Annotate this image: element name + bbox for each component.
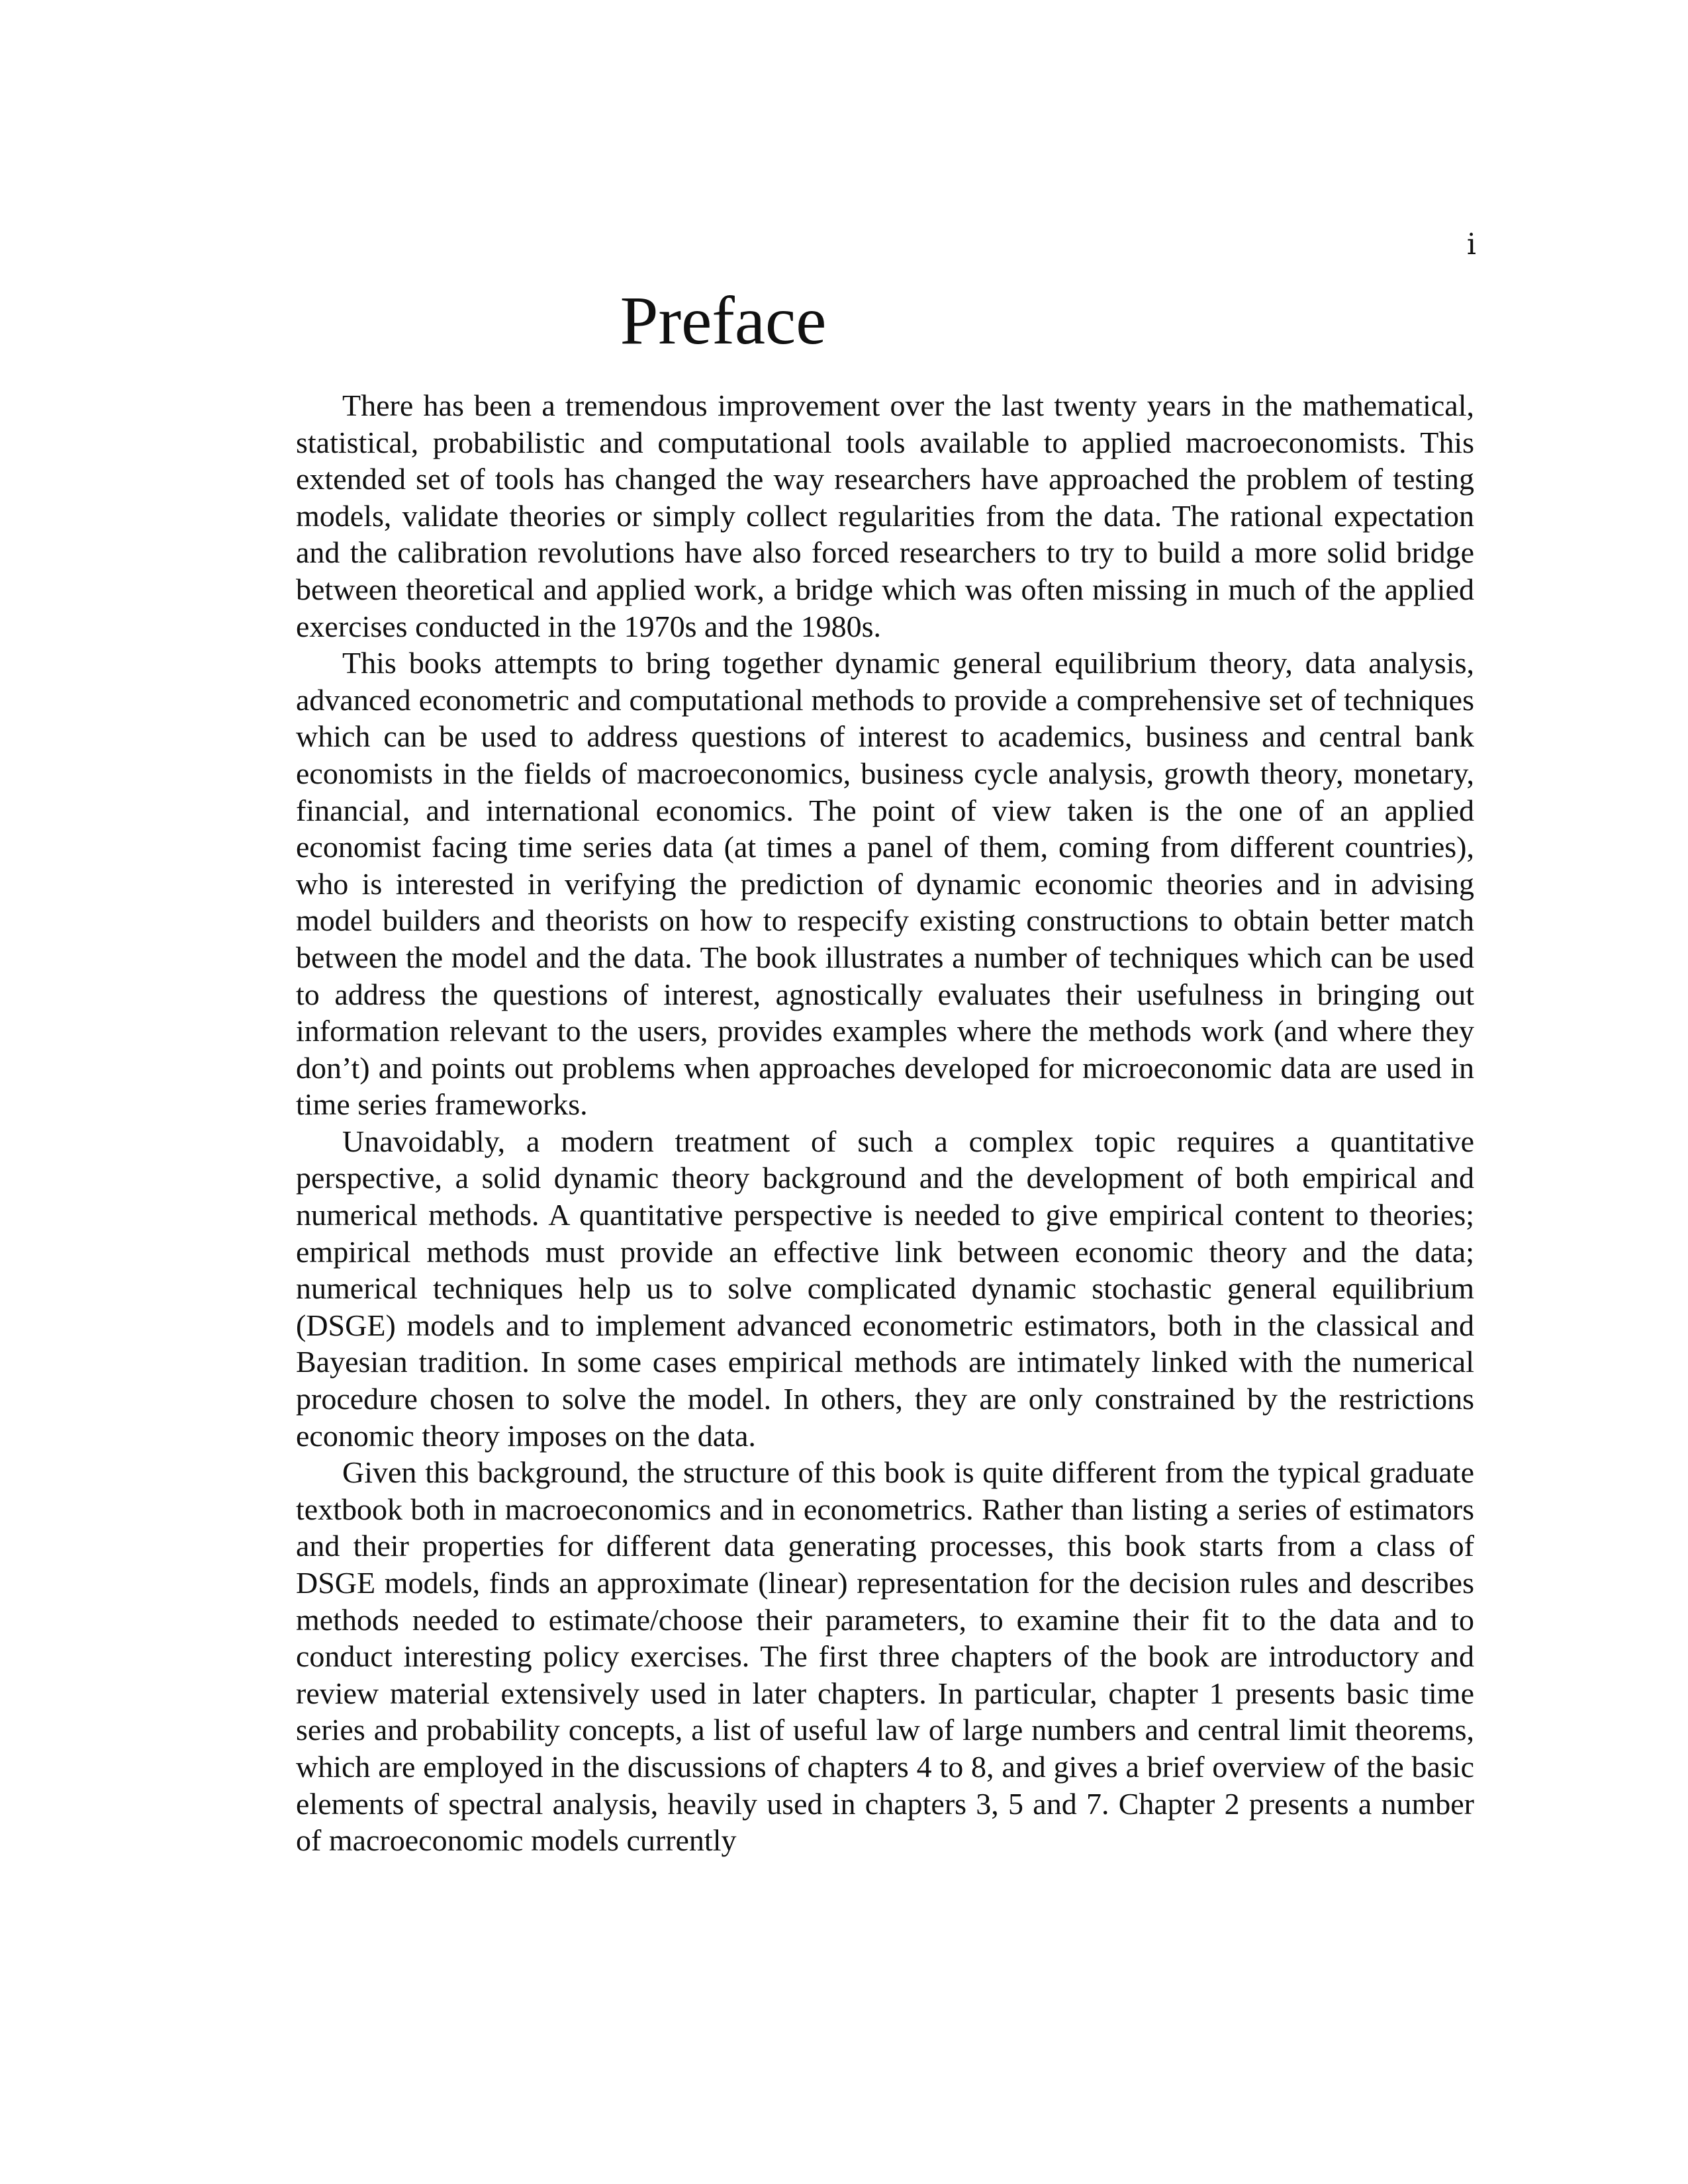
paragraph-4: Given this background, the structure of this book is quite different from the typical graduate textbook both in macroeconomics and in econometrics. Rather than listing a series of estimators and their properties for different data generating processes, this book starts from a class of DSGE models, finds an approximate (linear) representation for the decision rules and describes methods needed to estimate/choose their parameters, to examine their fit to the data and to conduct interesting policy exercises. The first three chapters of the book are introductory and review material extensively used in later chapters. In particular, chapter 1 presents basic time series and probability concepts, a list of useful law of large numbers and central limit theorems, which are employed in the discussions of chapters 4 to 8, and gives a brief overview of the basic elements of spectral analysis, heavily used in chapters 3, 5 and 7. Chapter 2 presents a number of macroeconomic models currently <box>296 1455 1474 1858</box>
page-number: i <box>1466 228 1476 261</box>
paragraph-1: There has been a tremendous improvement over the last twenty years in the mathematical, statistical, probabilistic and computational tools available to applied macroeconomists. This extended set of tools has changed the way researchers have approached the problem of testing models, validate theories or simply collect regularities from the data. The rational expectation and the calibration revolutions have also forced researchers to try to build a more solid bridge between theoretical and applied work, a bridge which was often missing in much of the applied exercises conducted in the 1970s and the 1980s. <box>296 388 1474 643</box>
paragraph-2: This books attempts to bring together dynamic general equilibrium theory, data analysis, advanced econometric and computational methods to provide a comprehensive set of techniques which can be used to address questions of interest to academics, business and central bank economists in the fields of macroeconomics, business cycle analysis, growth theory, monetary, financial, and international economics. The point of view taken is the one of an applied economist facing time series data (at times a panel of them, coming from different countries), who is interested in verifying the prediction of dynamic economic theories and in advising model builders and theorists on how to respecify existing constructions to obtain better match between the model and the data. The book illustrates a number of techniques which can be used to address the questions of interest, agnostically evaluates their usefulness in bringing out information relevant to the users, provides examples where the methods work (and where they don’t) and points out problems when approaches developed for microeconomic data are used in time series frameworks. <box>296 646 1474 1122</box>
preface-body <box>296 387 1474 1859</box>
paragraph-3: Unavoidably, a modern treatment of such a complex topic requires a quantitative perspective, a solid dynamic theory background and the development of both empirical and numerical methods. A quantitative perspective is needed to give empirical content to theories; empirical methods must provide an effective link between economic theory and the data; numerical techniques help us to solve complicated dynamic stochastic general equilibrium (DSGE) models and to implement advanced econometric estimators, both in the classical and Bayesian tradition. In some cases empirical methods are intimately linked with the numerical procedure chosen to solve the model. In others, they are only constrained by the restrictions economic theory imposes on the data. <box>296 1124 1474 1453</box>
page-title: Preface <box>620 283 827 359</box>
